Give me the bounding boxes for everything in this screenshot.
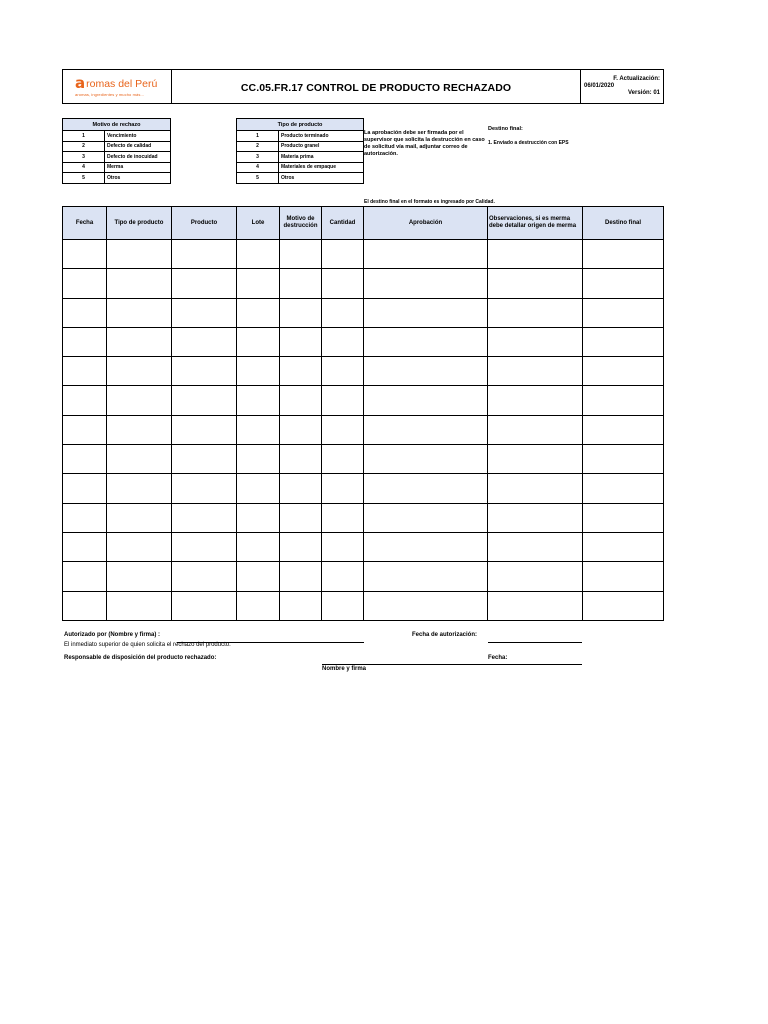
grid-cell[interactable] xyxy=(107,591,172,620)
grid-cell[interactable] xyxy=(583,503,664,532)
date-label: Fecha: xyxy=(488,655,508,661)
grid-cell[interactable] xyxy=(364,269,488,298)
grid-cell[interactable] xyxy=(322,298,364,327)
grid-cell[interactable] xyxy=(280,327,322,356)
grid-cell[interactable] xyxy=(488,327,583,356)
form-title: CC.05.FR.17 CONTROL DE PRODUCTO RECHAZADO xyxy=(172,70,581,103)
grid-cell[interactable] xyxy=(280,298,322,327)
grid-cell[interactable] xyxy=(237,445,280,474)
grid-cell[interactable] xyxy=(364,503,488,532)
row-label: Producto terminado xyxy=(279,131,364,142)
row-number: 4 xyxy=(237,162,279,173)
row-number: 1 xyxy=(63,131,105,142)
row-number: 5 xyxy=(237,173,279,184)
grid-cell[interactable] xyxy=(583,591,664,620)
grid-cell[interactable] xyxy=(237,240,280,269)
table-row xyxy=(63,386,664,415)
destino-final-item: 1. Enviado a destrucción con EPS xyxy=(488,140,569,146)
grid-cell[interactable] xyxy=(63,357,107,386)
form-meta xyxy=(581,70,663,103)
grid-cell[interactable] xyxy=(63,591,107,620)
grid-cell[interactable] xyxy=(237,532,280,561)
table-row xyxy=(63,131,171,142)
grid-cell[interactable] xyxy=(172,474,237,503)
row-label: Materiales de empaque xyxy=(279,162,364,173)
grid-cell[interactable] xyxy=(322,386,364,415)
table-row xyxy=(63,327,664,356)
table-row xyxy=(63,503,664,532)
table-row xyxy=(237,131,364,142)
grid-cell[interactable] xyxy=(488,562,583,591)
table-row xyxy=(63,562,664,591)
grid-cell[interactable] xyxy=(172,327,237,356)
table-row xyxy=(63,415,664,444)
grid-cell[interactable] xyxy=(237,415,280,444)
grid-cell[interactable] xyxy=(237,327,280,356)
grid-cell[interactable] xyxy=(488,240,583,269)
grid-cell[interactable] xyxy=(583,298,664,327)
grid-cell[interactable] xyxy=(63,532,107,561)
logo-text: romas del Perú xyxy=(86,77,158,90)
grid-cell[interactable] xyxy=(237,269,280,298)
grid-cell[interactable] xyxy=(237,357,280,386)
grid-cell[interactable] xyxy=(280,269,322,298)
grid-cell[interactable] xyxy=(237,386,280,415)
version-label: Versión: 01 xyxy=(627,90,660,96)
grid-cell[interactable] xyxy=(280,240,322,269)
logo-tagline: aromas, ingredientes y mucho más... xyxy=(75,91,145,97)
grid-cell[interactable] xyxy=(583,415,664,444)
row-number: 3 xyxy=(63,152,105,163)
grid-cell[interactable] xyxy=(63,269,107,298)
grid-cell[interactable] xyxy=(364,240,488,269)
grid-cell[interactable] xyxy=(63,503,107,532)
update-date: 06/01/2020 xyxy=(584,83,615,89)
table-row xyxy=(63,591,664,620)
row-label: Merma xyxy=(105,162,171,173)
table-row xyxy=(63,141,171,152)
col-fecha: Fecha xyxy=(63,207,107,240)
grid-cell[interactable] xyxy=(488,357,583,386)
grid-cell[interactable] xyxy=(280,474,322,503)
tipo-producto-table xyxy=(236,118,364,184)
grid-cell[interactable] xyxy=(172,269,237,298)
grid-cell[interactable] xyxy=(172,562,237,591)
grid-cell[interactable] xyxy=(364,474,488,503)
grid-cell[interactable] xyxy=(280,503,322,532)
grid-cell[interactable] xyxy=(172,386,237,415)
grid-cell[interactable] xyxy=(107,327,172,356)
grid-cell[interactable] xyxy=(107,503,172,532)
grid-cell[interactable] xyxy=(172,445,237,474)
grid-cell[interactable] xyxy=(63,240,107,269)
grid-cell[interactable] xyxy=(488,386,583,415)
grid-cell[interactable] xyxy=(583,474,664,503)
logo-mark: a xyxy=(75,73,86,92)
grid-header-row xyxy=(63,207,664,240)
responsible-label: Responsable de disposición del producto rechazado: xyxy=(64,655,217,661)
grid-cell[interactable] xyxy=(280,415,322,444)
table-row xyxy=(63,532,664,561)
destino-final-label: Destino final: xyxy=(488,126,523,132)
grid-cell[interactable] xyxy=(172,415,237,444)
grid-cell[interactable] xyxy=(322,503,364,532)
row-label: Otros xyxy=(279,173,364,184)
grid-cell[interactable] xyxy=(280,357,322,386)
table-row xyxy=(63,240,664,269)
grid-cell[interactable] xyxy=(172,532,237,561)
row-label: Materia prima xyxy=(279,152,364,163)
grid-cell[interactable] xyxy=(488,532,583,561)
grid-cell[interactable] xyxy=(322,240,364,269)
grid-cell[interactable] xyxy=(107,298,172,327)
row-number: 1 xyxy=(237,131,279,142)
form-header xyxy=(62,69,664,104)
grid-cell[interactable] xyxy=(364,298,488,327)
motivo-header: Motivo de rechazo xyxy=(63,119,171,131)
grid-cell[interactable] xyxy=(322,562,364,591)
table-row xyxy=(63,152,171,163)
grid-cell[interactable] xyxy=(488,415,583,444)
grid-cell[interactable] xyxy=(583,269,664,298)
grid-cell[interactable] xyxy=(488,591,583,620)
grid-cell[interactable] xyxy=(237,562,280,591)
table-row xyxy=(237,173,364,184)
grid-cell[interactable] xyxy=(364,562,488,591)
responsible-line xyxy=(322,664,582,665)
grid-cell[interactable] xyxy=(364,415,488,444)
grid-cell[interactable] xyxy=(322,532,364,561)
grid-cell[interactable] xyxy=(322,591,364,620)
grid-cell[interactable] xyxy=(322,327,364,356)
row-label: Defecto de calidad xyxy=(105,141,171,152)
grid-cell[interactable] xyxy=(583,562,664,591)
row-label: Defecto de inocuidad xyxy=(105,152,171,163)
grid-cell[interactable] xyxy=(172,503,237,532)
grid-cell[interactable] xyxy=(107,562,172,591)
grid-cell[interactable] xyxy=(488,474,583,503)
grid-cell[interactable] xyxy=(364,532,488,561)
rejected-product-grid xyxy=(62,206,664,621)
col-observaciones: Observaciones, si es merma debe detallar origen de merma xyxy=(488,207,583,240)
grid-cell[interactable] xyxy=(583,240,664,269)
row-number: 2 xyxy=(237,141,279,152)
grid-cell[interactable] xyxy=(364,591,488,620)
grid-cell[interactable] xyxy=(107,269,172,298)
row-number: 5 xyxy=(63,173,105,184)
grid-cell[interactable] xyxy=(488,445,583,474)
col-tipo-producto: Tipo de producto xyxy=(107,207,172,240)
grid-cell[interactable] xyxy=(322,269,364,298)
grid-cell[interactable] xyxy=(322,357,364,386)
row-label: Vencimiento xyxy=(105,131,171,142)
grid-cell[interactable] xyxy=(107,415,172,444)
table-row xyxy=(63,162,171,173)
grid-cell[interactable] xyxy=(107,386,172,415)
grid-cell[interactable] xyxy=(237,503,280,532)
grid-cell[interactable] xyxy=(322,474,364,503)
grid-cell[interactable] xyxy=(364,386,488,415)
grid-cell[interactable] xyxy=(322,415,364,444)
table-row xyxy=(63,298,664,327)
grid-cell[interactable] xyxy=(280,532,322,561)
grid-cell[interactable] xyxy=(172,591,237,620)
table-row xyxy=(63,357,664,386)
company-logo xyxy=(63,70,172,103)
authorized-by-hint: El inmediato superior de quien solicita el rechazo del producto. xyxy=(64,642,231,648)
col-aprobacion: Aprobación xyxy=(364,207,488,240)
approval-note: La aprobación debe ser firmada por el supervisor que solicita la destrucción en caso de solicitud vía mail, adjuntar correo de autorización. xyxy=(364,130,485,157)
col-lote: Lote xyxy=(237,207,280,240)
grid-body xyxy=(63,240,664,621)
tipo-header: Tipo de producto xyxy=(237,119,364,131)
grid-cell[interactable] xyxy=(107,474,172,503)
name-sign-label: Nombre y firma xyxy=(322,666,367,672)
table-row xyxy=(63,474,664,503)
col-producto: Producto xyxy=(172,207,237,240)
grid-cell[interactable] xyxy=(107,532,172,561)
calidad-note: El destino final en el formato es ingresado por Calidad. xyxy=(364,199,495,205)
grid-cell[interactable] xyxy=(63,415,107,444)
table-row xyxy=(63,445,664,474)
grid-cell[interactable] xyxy=(488,298,583,327)
grid-cell[interactable] xyxy=(583,386,664,415)
grid-cell[interactable] xyxy=(172,298,237,327)
auth-date-label: Fecha de autorización: xyxy=(412,632,478,638)
table-row xyxy=(63,173,171,184)
grid-cell[interactable] xyxy=(364,357,488,386)
row-number: 4 xyxy=(63,162,105,173)
row-number: 2 xyxy=(63,141,105,152)
grid-cell[interactable] xyxy=(280,591,322,620)
grid-cell[interactable] xyxy=(583,445,664,474)
grid-cell[interactable] xyxy=(107,240,172,269)
col-cantidad: Cantidad xyxy=(322,207,364,240)
grid-cell[interactable] xyxy=(583,532,664,561)
grid-cell[interactable] xyxy=(63,298,107,327)
grid-cell[interactable] xyxy=(63,327,107,356)
grid-cell[interactable] xyxy=(583,357,664,386)
grid-cell[interactable] xyxy=(583,327,664,356)
row-label: Producto granel xyxy=(279,141,364,152)
auth-date-line xyxy=(488,642,582,643)
grid-cell[interactable] xyxy=(237,591,280,620)
row-number: 3 xyxy=(237,152,279,163)
grid-cell[interactable] xyxy=(172,357,237,386)
table-row xyxy=(63,269,664,298)
grid-cell[interactable] xyxy=(280,386,322,415)
col-motivo-destruccion: Motivo de destrucción xyxy=(280,207,322,240)
grid-cell[interactable] xyxy=(237,298,280,327)
grid-cell[interactable] xyxy=(488,269,583,298)
grid-cell[interactable] xyxy=(488,503,583,532)
row-label: Otros xyxy=(105,173,171,184)
grid-cell[interactable] xyxy=(63,386,107,415)
grid-cell[interactable] xyxy=(172,240,237,269)
grid-cell[interactable] xyxy=(364,445,488,474)
authorized-by-label: Autorizado por (Nombre y firma) : xyxy=(64,632,161,638)
grid-cell[interactable] xyxy=(322,445,364,474)
grid-cell[interactable] xyxy=(63,474,107,503)
motivo-rechazo-table xyxy=(62,118,171,184)
grid-cell[interactable] xyxy=(364,327,488,356)
col-destino-final: Destino final xyxy=(583,207,664,240)
grid-cell[interactable] xyxy=(63,562,107,591)
grid-cell[interactable] xyxy=(107,357,172,386)
table-row xyxy=(237,152,364,163)
grid-cell[interactable] xyxy=(63,445,107,474)
update-label: F. Actualización: xyxy=(613,76,660,82)
table-row xyxy=(237,162,364,173)
grid-cell[interactable] xyxy=(237,474,280,503)
grid-cell[interactable] xyxy=(280,445,322,474)
table-row xyxy=(237,141,364,152)
grid-cell[interactable] xyxy=(107,445,172,474)
grid-cell[interactable] xyxy=(280,562,322,591)
